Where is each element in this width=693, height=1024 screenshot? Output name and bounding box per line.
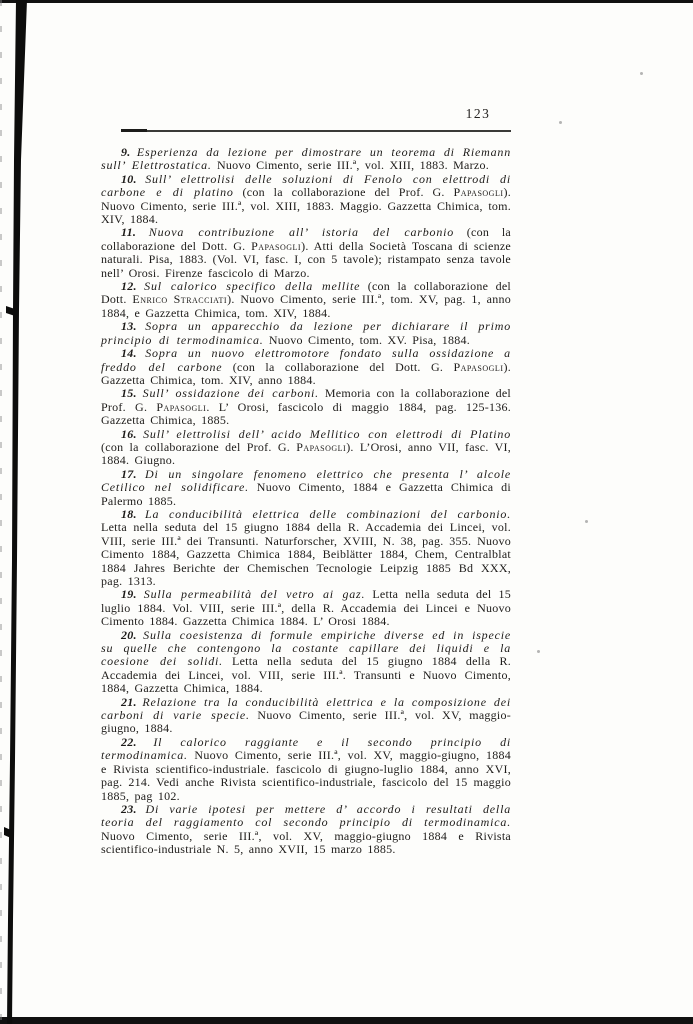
item-citation: ). L’Orosi, anno VII, fasc. VI, 1884. Giugno. xyxy=(101,439,512,468)
item-number: 22. xyxy=(121,734,154,749)
bibliography-item xyxy=(101,320,511,347)
item-citation: ). Gazzetta Chimica, tom. XIV, anno 1884. xyxy=(101,359,511,387)
scan-edge-top xyxy=(0,0,693,3)
item-citation: (con la collaborazione del Dott. G. xyxy=(222,359,454,374)
item-number: 20. xyxy=(121,627,144,642)
item-citation: . L’ Orosi, fascicolo di maggio 1884, pag. 125-136. Gazzetta Chimica, 1885. xyxy=(101,399,511,428)
item-citation: Letta nella seduta del 15 luglio 1884. Vol. VIII, serie III.ª, della R. Accademia dei Lincei e Nuovo Cimento 1884. Gazzetta Chimica 1884. L’ Orosi 1884. xyxy=(101,587,511,629)
bibliography-item xyxy=(101,280,511,320)
item-citation: Letta nella seduta del 15 giugno 1884 della R. Accademia dei Lincei, vol. VIII, serie III.ª. Transunti e Nuovo Cimento, 1884, Gazzetta Chimica, 1884. xyxy=(101,654,511,696)
person-name: Enrico Stracciati xyxy=(132,292,228,307)
item-citation: Memoria con la collaborazione del Prof. G. xyxy=(101,386,511,414)
person-name: Papasogli xyxy=(156,399,207,414)
item-citation: ). Atti della Società Toscana di scienze naturali. Pisa, 1883. (Vol. VI, fasc. I, con 5 tavole); ristampato senza tavole nell’ Orosi. Firenze fascicolo di Marzo. xyxy=(101,238,511,280)
item-title: Sul calorico specifico della mellite xyxy=(144,279,361,294)
person-name: Papasogli xyxy=(453,359,504,374)
item-citation: (con la collaborazione del Dott. xyxy=(101,279,511,307)
item-title: Relazione tra la conducibilità elettrica e la composizione dei carboni di varie specie. xyxy=(101,694,511,723)
item-number: 11. xyxy=(121,225,149,240)
scan-speck xyxy=(585,520,588,523)
item-title: Sopra un apparecchio da lezione per dichiarare il primo principio di termodinamica. xyxy=(101,319,511,347)
bibliography-item xyxy=(101,387,511,427)
item-title: Nuova contribuzione all’ istoria del carbonio xyxy=(148,225,455,240)
item-citation: ). Nuovo Cimento, serie III.ª, tom. XV, pag. 1, anno 1884, e Gazzetta Chimica, tom. XIV, 1884. xyxy=(101,292,511,320)
item-number: 14. xyxy=(121,346,146,361)
item-number: 13. xyxy=(121,319,146,334)
scan-speck xyxy=(559,121,562,124)
person-name: Papasogli xyxy=(296,439,347,454)
bibliography-item xyxy=(101,347,511,387)
item-title: Sull’ ossidazione dei carboni. xyxy=(142,386,319,401)
item-citation: Nuovo Cimento, serie III.ª, vol. XV, maggio-giugno, 1884. xyxy=(101,708,511,736)
item-citation: (con la collaborazione del Dott. G. xyxy=(101,225,511,253)
item-title: Il calorico raggiante e il secondo principio di termodinamica. xyxy=(101,734,512,763)
item-citation: Nuovo Cimento, serie III.ª, vol. XIII, 1883. Marzo. xyxy=(211,158,489,173)
item-number: 19. xyxy=(121,587,144,602)
item-number: 15. xyxy=(121,386,143,401)
item-number: 9. xyxy=(121,145,137,159)
bibliography-item xyxy=(101,173,511,227)
header-rule-left-cap xyxy=(121,129,147,132)
item-number: 17. xyxy=(121,466,146,481)
item-title: Di varie ipotesi per mettere d’ accordo i resultati della teoria del raggiamento col secondo principio di termodinamica. xyxy=(101,801,512,830)
person-name: Papasogli xyxy=(453,185,504,200)
item-title: Sopra un nuovo elettromotore fondato sulla ossidazione a freddo del carbone xyxy=(101,346,511,374)
item-title: Sulla coesistenza di formule empiriche diverse ed in ispecie su quelle che contengono la costante capillare dei liquidi e la coesione dei solidi. xyxy=(101,627,511,669)
scan-speck xyxy=(537,650,540,653)
bibliography-item xyxy=(101,803,511,857)
bibliography-item xyxy=(101,468,511,508)
item-citation: Nuovo Cimento, 1884 e Gazzetta Chimica di Palermo 1885. xyxy=(101,480,512,508)
item-title: Sull’ elettrolisi delle soluzioni di Fenolo con elettrodi di carbone e di platino xyxy=(101,171,511,200)
bibliography-item xyxy=(101,588,511,628)
item-number: 18. xyxy=(121,506,145,521)
item-citation: ). Nuovo Cimento, serie III.ª, vol. XIII, 1883. Maggio. Gazzetta Chimica, tom. XIV, 1884. xyxy=(101,185,512,227)
header-rule xyxy=(121,130,511,132)
item-number: 21. xyxy=(121,694,143,709)
item-citation: Letta nella seduta del 15 giugno 1884 della R. Accademia dei Lincei, vol. VIII, serie III.ª dei Transunti. Naturforscher, XVIII, N. 38, pag. 355. Nuovo Cimento 1884, Gazzetta Chimica 1884, Beiblätter 1884, Chem, Centralblat 1884 Jahres Berichte der Chemischen Tecnologie Leipzig 1885 Bd XXX, pag. 1313. xyxy=(101,520,511,588)
bibliography-item xyxy=(101,736,511,803)
item-number: 16. xyxy=(121,426,144,441)
bibliography-item xyxy=(101,428,511,468)
item-number: 23. xyxy=(121,801,146,816)
page-number: 123 xyxy=(465,106,491,121)
item-title: Sulla permeabilità del vetro ai gaz. xyxy=(143,587,366,602)
item-citation: Nuovo Cimento, serie III.ª, vol. XV, maggio-giugno 1884 e Rivista scientifico-industriale N. 5, anno XVII, 15 marzo 1885. xyxy=(101,828,511,857)
bibliography-list xyxy=(101,146,511,857)
bibliography-item xyxy=(101,696,511,736)
bibliography-item xyxy=(101,226,511,280)
item-citation: Nuovo Cimento, serie III.ª, vol. XV, maggio-giugno, 1884 e Rivista scientifico-industriale. fascicolo di giugno-luglio 1884, anno XVI, pag. 214. Vedi anche Rivista scientifico-industriale, fascicolo del 15 maggio 1885, pag 102. xyxy=(101,748,511,803)
item-title: Sull’ elettrolisi dell’ acido Mellitico con elettrodi di Platino xyxy=(143,426,511,441)
bibliography-item xyxy=(101,146,511,173)
item-title: Di un singolare fenomeno elettrico che presenta l’ alcole Cetilico nel solidificare. xyxy=(101,466,512,495)
item-title: La conducibilità elettrica delle combinazioni del carbonio. xyxy=(144,506,512,521)
bibliography-item xyxy=(101,629,511,696)
person-name: Papasogli xyxy=(251,238,302,253)
bibliography-item xyxy=(101,508,511,588)
item-citation: (con la collaborazione del Prof. G. xyxy=(101,439,297,454)
item-number: 12. xyxy=(121,279,145,294)
scan-edge-bottom xyxy=(0,1017,693,1024)
item-citation: Nuovo Cimento, tom. XV. Pisa, 1884. xyxy=(263,332,471,347)
scan-edge-left-artifact xyxy=(0,0,2,1024)
item-citation: (con la collaborazione del Prof. G. xyxy=(233,185,454,200)
item-number: 10. xyxy=(121,171,146,186)
item-title: Esperienza da lezione per dimostrare un teorema di Riemann sull’ Elettrostatica. xyxy=(101,145,512,173)
scan-speck xyxy=(640,72,643,75)
